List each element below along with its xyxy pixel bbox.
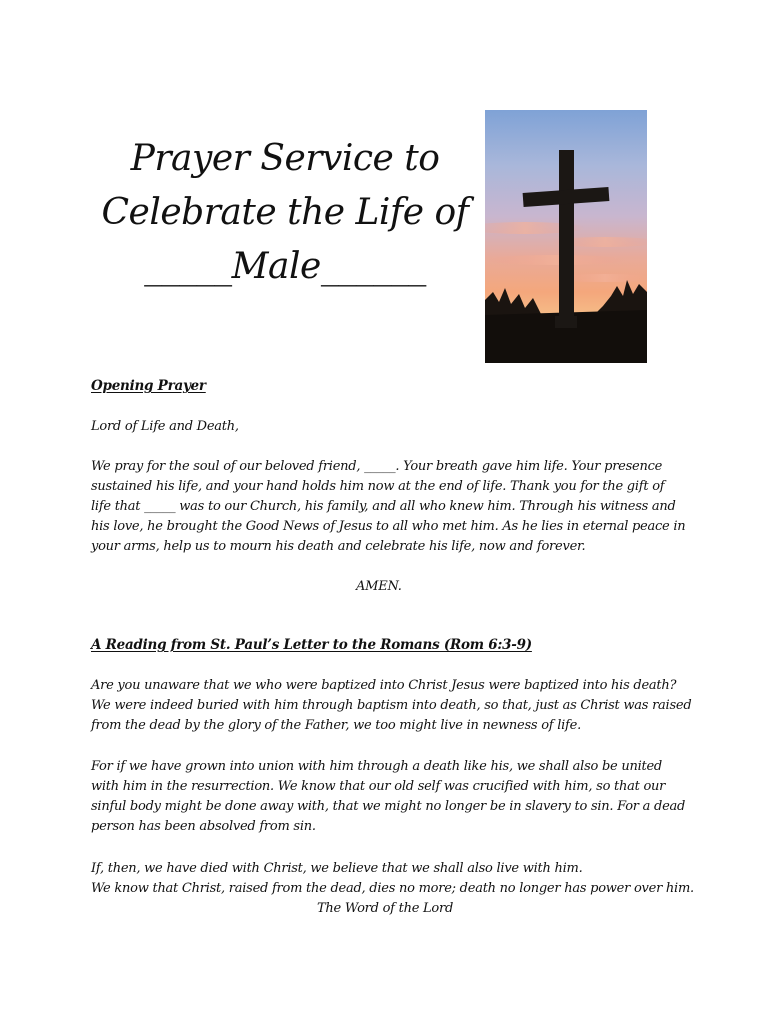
reading-line: person has been absolved from sin. — [91, 819, 316, 834]
reading-line: from the dead by the glory of the Father, we too might live in newness of life. — [91, 718, 581, 733]
opening-prayer-paragraph — [91, 457, 686, 557]
opening-line: his love, he brought the Good News of Jesus to all who met him. As he lies in eternal peace in — [91, 519, 686, 534]
reading-line: sinful body might be done away with, that we might no longer be in slavery to sin. For a dead — [91, 799, 686, 814]
salutation-text: Lord of Life and Death, — [91, 419, 239, 434]
title-line-1: Prayer Service to — [130, 138, 440, 179]
word-of-the-lord-text: The Word of the Lord — [317, 901, 454, 916]
amen-line — [356, 577, 456, 597]
opening-prayer-heading-text: Opening Prayer — [91, 378, 206, 394]
amen-text: AMEN. — [356, 579, 402, 594]
reading-closing — [317, 899, 517, 919]
reading-heading — [91, 635, 683, 656]
reading-paragraph-1 — [91, 676, 692, 736]
reading-line: We were indeed buried with him through baptism into death, so that, just as Christ was raised — [91, 698, 692, 713]
document-title — [100, 132, 470, 294]
opening-line: life that _____ was to our Church, his family, and all who knew him. Through his witness and — [91, 499, 676, 514]
opening-line: We pray for the soul of our beloved friend, _____. Your breath gave him life. Your presence — [91, 459, 663, 474]
cross-sunset-illustration — [485, 110, 647, 363]
reading-paragraph-2 — [91, 757, 686, 837]
reading-line: If, then, we have died with Christ, we believe that we shall also live with him. — [91, 861, 583, 876]
opening-line: your arms, help us to mourn his death and celebrate his life, now and forever. — [91, 539, 586, 554]
title-line-2: Celebrate the Life of — [101, 192, 469, 233]
title-line-3: _____Male______ — [144, 246, 426, 287]
opening-salutation — [91, 417, 683, 437]
reading-line: with him in the resurrection. We know that our old self was crucified with him, so that our — [91, 779, 666, 794]
opening-line: sustained his life, and your hand holds him now at the end of life. Thank you for the gift of — [91, 479, 665, 494]
opening-prayer-heading — [91, 376, 683, 397]
reading-line: Are you unaware that we who were baptized into Christ Jesus were baptized into his death? — [91, 678, 677, 693]
reading-paragraph-3 — [91, 859, 694, 899]
reading-heading-text: A Reading from St. Paul’s Letter to the Romans (Rom 6:3-9) — [91, 637, 532, 653]
cross-sunset-image — [485, 110, 647, 363]
reading-line: We know that Christ, raised from the dead, dies no more; death no longer has power over him. — [91, 881, 694, 896]
reading-line: For if we have grown into union with him through a death like his, we shall also be united — [91, 759, 662, 774]
